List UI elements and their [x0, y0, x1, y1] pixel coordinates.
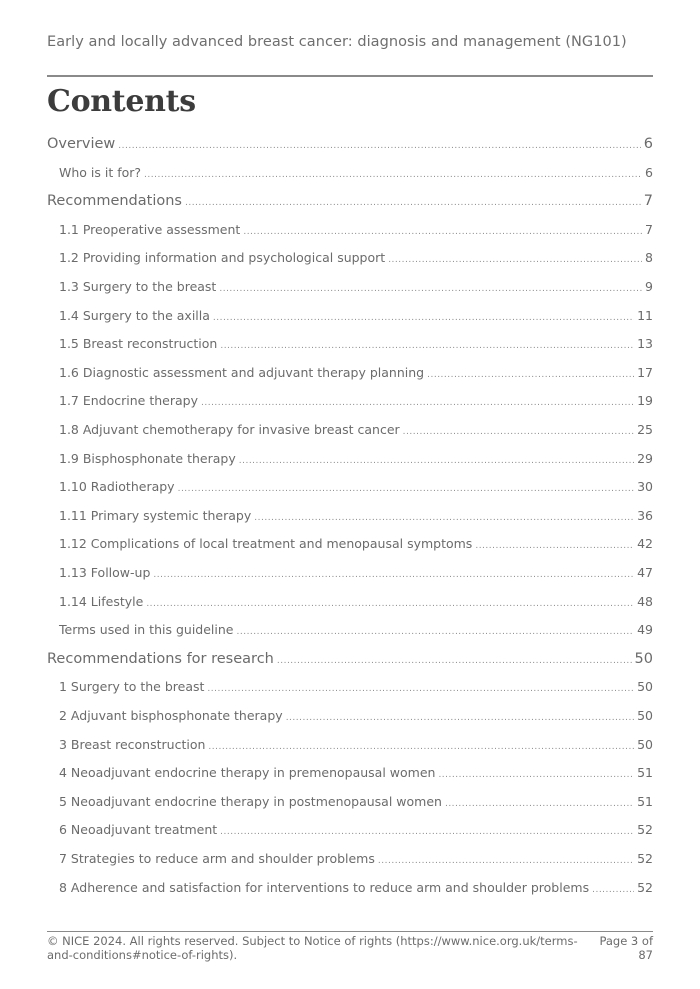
toc-entry[interactable]: [47, 308, 653, 330]
toc-entry[interactable]: [47, 822, 653, 844]
toc-entry-label: 1.4 Surgery to the axilla: [59, 307, 210, 323]
document-header: Early and locally advanced breast cancer: diagnosis and management (NG101): [47, 34, 627, 50]
toc-leader-dots: [239, 456, 634, 466]
toc-leader-dots: [475, 541, 634, 551]
toc-entry-page: 17: [637, 364, 653, 380]
toc-entry-page: 29: [637, 450, 653, 466]
toc-leader-dots: [201, 398, 634, 408]
toc-entry-label: Who is it for?: [59, 164, 142, 180]
toc-entry[interactable]: [47, 365, 653, 387]
toc-entry[interactable]: [47, 794, 653, 816]
toc-entry-label: 1.2 Providing information and psychological support: [59, 250, 386, 266]
toc-entry[interactable]: [47, 536, 653, 558]
toc-entry-page: 36: [637, 507, 653, 523]
toc-entry-page: 6: [645, 164, 653, 180]
toc-entry-page: 50: [637, 708, 653, 723]
toc-leader-dots: [153, 570, 634, 580]
contents-heading: Contents: [47, 84, 196, 119]
toc-entry[interactable]: [47, 393, 653, 415]
toc-entry[interactable]: [47, 479, 653, 501]
toc-leader-dots: [438, 770, 634, 780]
toc-entry-label: 7 Strategies to reduce arm and shoulder problems: [59, 851, 375, 866]
toc-entry-page: 52: [637, 822, 653, 838]
toc-entry[interactable]: [47, 737, 653, 759]
toc-leader-dots: [207, 684, 634, 694]
toc-entry-label: 8 Adherence and satisfaction for interventions to reduce arm and shoulder problems: [59, 879, 590, 895]
toc-entry-page: 51: [637, 765, 653, 781]
toc-entry-label: Terms used in this guideline: [59, 622, 234, 638]
toc-entry-label: 1.3 Surgery to the breast: [59, 279, 217, 294]
toc-leader-dots: [220, 341, 634, 351]
toc-entry-label: Recommendations: [47, 193, 182, 210]
toc-entry[interactable]: [47, 679, 653, 701]
toc-entry-label: 1.14 Lifestyle: [59, 593, 144, 609]
toc-entry-page: 13: [637, 336, 653, 352]
toc-entry-label: 1.8 Adjuvant chemotherapy for invasive breast cancer: [59, 422, 400, 437]
toc-leader-dots: [219, 284, 642, 294]
toc-entry-page: 51: [637, 793, 653, 809]
toc-leader-dots: [144, 170, 642, 180]
toc-entry-page: 50: [634, 650, 653, 667]
toc-leader-dots: [185, 198, 641, 208]
toc-entry-page: 8: [645, 250, 653, 266]
toc-leader-dots: [236, 627, 634, 637]
toc-entry-page: 52: [637, 879, 653, 895]
toc-entry[interactable]: [47, 880, 653, 902]
toc-leader-dots: [254, 513, 634, 523]
toc-leader-dots: [243, 227, 642, 237]
page-number: Page 3 of 87: [599, 934, 653, 962]
toc-leader-dots: [208, 742, 634, 752]
toc-entry-label: 1.6 Diagnostic assessment and adjuvant therapy planning: [59, 364, 425, 380]
toc-leader-dots: [277, 656, 632, 666]
toc-entry[interactable]: [47, 765, 653, 787]
toc-entry-page: 42: [637, 536, 653, 552]
toc-entry-label: 1.12 Complications of local treatment and menopausal symptoms: [59, 536, 473, 552]
toc-entry-label: 1.11 Primary systemic therapy: [59, 507, 252, 523]
header-divider: [47, 75, 653, 77]
toc-leader-dots: [592, 885, 634, 895]
footer-divider: [47, 931, 653, 932]
toc-entry[interactable]: [47, 422, 653, 444]
toc-entry-page: 19: [637, 393, 653, 409]
toc-entry[interactable]: [47, 250, 653, 272]
toc-entry[interactable]: [47, 851, 653, 873]
toc-entry-label: 1.13 Follow-up: [59, 565, 151, 580]
toc-entry-label: 2 Adjuvant bisphosphonate therapy: [59, 708, 283, 723]
toc-entry-page: 7: [645, 221, 653, 237]
toc-entry[interactable]: [47, 708, 653, 730]
toc-entry-label: 6 Neoadjuvant treatment: [59, 822, 218, 838]
toc-entry-label: 1.7 Endocrine therapy: [59, 393, 198, 409]
toc-entry-label: 1.10 Radiotherapy: [59, 479, 175, 495]
toc-leader-dots: [286, 713, 634, 723]
toc-leader-dots: [378, 856, 634, 866]
toc-entry-label: Overview: [47, 136, 116, 152]
toc-entry-page: 50: [637, 679, 653, 695]
toc-entry[interactable]: [47, 594, 653, 616]
toc-leader-dots: [146, 599, 634, 609]
toc-entry-page: 6: [643, 136, 653, 152]
toc-entry-page: 9: [645, 279, 653, 294]
toc-entry-label: 5 Neoadjuvant endocrine therapy in postmenopausal women: [59, 793, 442, 809]
toc-entry-page: 7: [643, 193, 653, 210]
toc-leader-dots: [178, 484, 635, 494]
toc-entry-label: 1.1 Preoperative assessment: [59, 221, 241, 237]
toc-entry-page: 47: [637, 565, 653, 580]
toc-entry[interactable]: [47, 165, 653, 187]
toc-entry[interactable]: [47, 136, 653, 158]
toc-entry-label: 1 Surgery to the breast: [59, 679, 205, 695]
toc-entry[interactable]: [47, 336, 653, 358]
toc-entry[interactable]: [47, 193, 653, 215]
toc-entry-label: 4 Neoadjuvant endocrine therapy in premenopausal women: [59, 765, 436, 781]
toc-leader-dots: [118, 141, 640, 151]
toc-entry-label: 3 Breast reconstruction: [59, 736, 206, 752]
toc-leader-dots: [213, 313, 634, 323]
toc-entry-page: 50: [637, 736, 653, 752]
toc-leader-dots: [388, 255, 642, 265]
toc-leader-dots: [220, 827, 634, 837]
toc-leader-dots: [403, 427, 634, 437]
toc-leader-dots: [445, 799, 634, 809]
toc-entry[interactable]: [47, 651, 653, 673]
toc-entry-page: 52: [637, 851, 653, 866]
toc-entry-label: 1.5 Breast reconstruction: [59, 336, 218, 352]
toc-entry[interactable]: [47, 508, 653, 530]
toc-leader-dots: [427, 370, 634, 380]
toc-entry-label: 1.9 Bisphosphonate therapy: [59, 450, 236, 466]
copyright-notice: © NICE 2024. All rights reserved. Subject to Notice of rights (https://www.nice.org.uk/terms-and-conditions#notice-of-rights).: [47, 934, 578, 962]
toc-entry[interactable]: [47, 451, 653, 473]
toc-entry-page: 48: [637, 593, 653, 609]
toc-entry-page: 30: [637, 479, 653, 495]
toc-entry[interactable]: [47, 279, 653, 301]
toc-entry[interactable]: [47, 622, 653, 644]
toc-entry-page: 49: [637, 622, 653, 638]
toc-entry-page: 11: [637, 307, 653, 323]
toc-entry-label: Recommendations for research: [47, 650, 274, 667]
toc-entry[interactable]: [47, 222, 653, 244]
toc-entry[interactable]: [47, 565, 653, 587]
toc-entry-page: 25: [637, 422, 653, 437]
